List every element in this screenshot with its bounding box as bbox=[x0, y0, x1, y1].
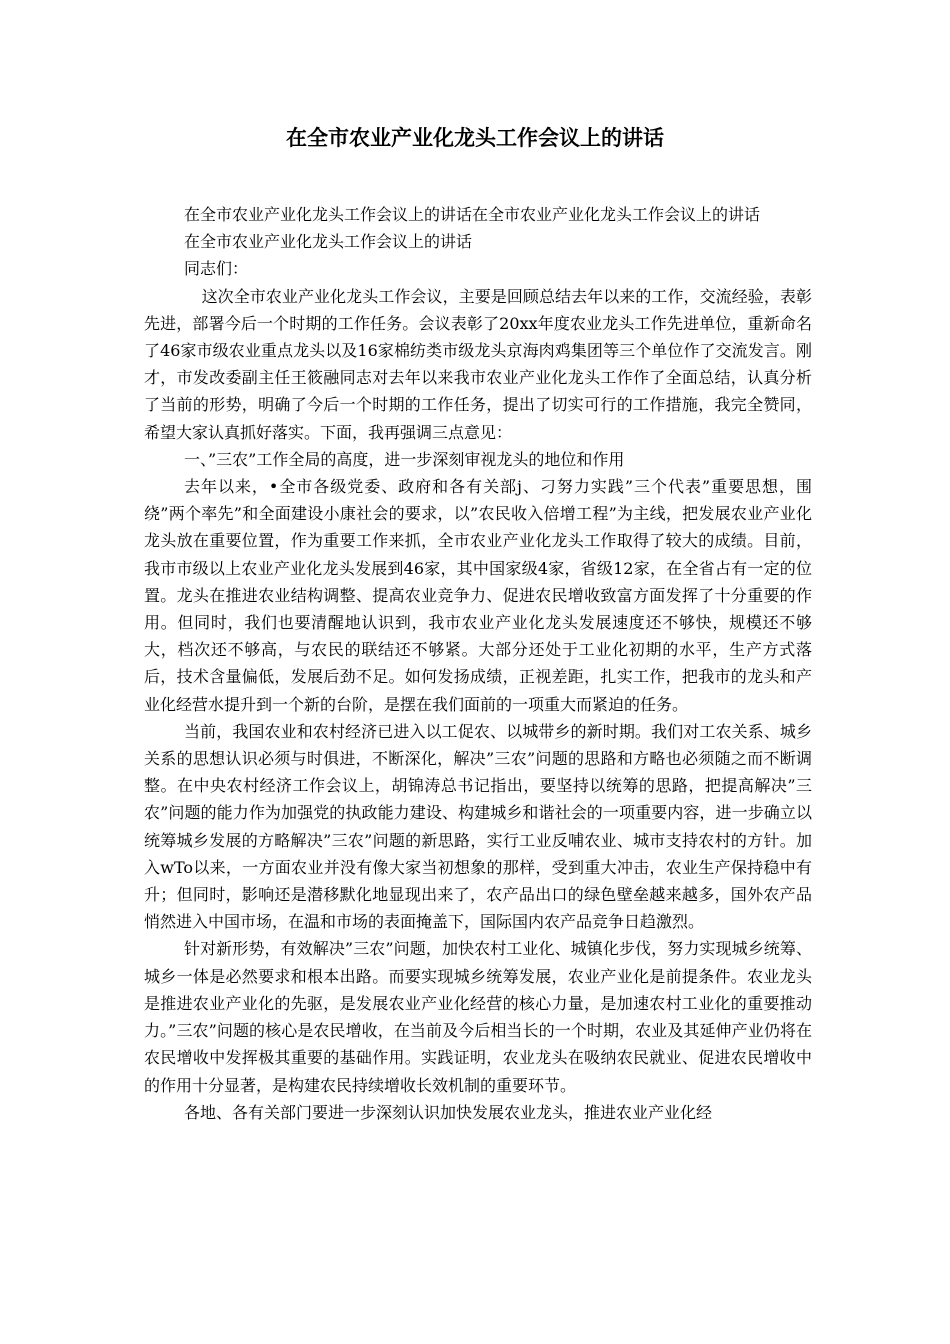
paragraph-body: 针对新形势，有效解决”三农”问题，加快农村工业化、城镇化步伐，努力实现城乡统筹、城乡一体是必然要求和根本出路。而要实现城乡统筹发展，农业产业化是前提条件。农业龙头是推进农业产业化的先驱，是发展农业产业化经营的核心力量，是加速农村工业化的重要推动力。”三农”问题的核心是农民增收，在当前及今后相当长的一个时期，农业及其延伸产业仍将在农民增收中发挥极其重要的基础作用。实践证明，农业龙头在吸纳农民就业、促进农民增收中的作用十分显著，是构建农民持续增收长效机制的重要环节。 bbox=[144, 939, 812, 1095]
paragraph-subtitle: 在全市农业产业化龙头工作会议上的讲话 bbox=[184, 232, 473, 252]
document-title: 在全市农业产业化龙头工作会议上的讲话 bbox=[286, 126, 664, 150]
paragraph-repeated-title: 在全市农业产业化龙头工作会议上的讲话在全市农业产业化龙头工作会议上的讲话 bbox=[184, 205, 761, 224]
paragraph-body: 各地、各有关部门要进一步深刻认识加快发展农业龙头，推进农业产业化经 bbox=[184, 1102, 713, 1122]
paragraph-body: 当前，我国农业和农村经济已进入以工促农、以城带乡的新时期。我们对工农关系、城乡关系的思想认识必须与时俱进，不断深化，解决”三农”问题的思路和方略也必须随之而不断调整。在中央农村经济工作会议上，胡锦涛总书记指出，要坚持以统筹的思路，把提高解决”三农”问题的能力作为加强党的执政能力建设、构建城乡和谐社会的一项重要内容，进一步确立以统筹城乡发展的方略解决”三农”问题的新思路，实行工业反哺农业、城市支持农村的方针。加入wTo以来，一方面农业并没有像大家当初想象的那样，受到重大冲击，农业生产保持稳中有升；但同时，影响还是潜移默化地显现出来了，农产品出口的绿色壁垒越来越多，国外农产品悄然进入中国市场，在温和市场的表面掩盖下，国际国内农产品竞争日趋激烈。 bbox=[144, 721, 812, 932]
paragraph-body: 去年以来，•全市各级党委、政府和各有关部j、刁努力实践”三个代表”重要思想，围绕”两个率先”和全面建设小康社会的要求，以”农民收入倍增工程”为主线，把发展农业产业化龙头放在重要位置，作为重要工作来抓，全市农业产业化龙头工作取得了较大的成绩。目前，我市市级以上农业产业化龙头发展到46家，其中国家级4家，省级12家，在全省占有一定的位置。龙头在推进农业结构调整、提高农业竞争力、促进农民增收致富方面发挥了十分重要的作用。但同时，我们也要清醒地认识到，我市农业产业化龙头发展速度还不够快，规模还不够大，档次还不够高，与农民的联结还不够紧。大部分还处于工业化初期的水平，生产方式落后，技术含量偏低，发展后劲不足。如何发扬成绩，正视差距，扎实工作，把我市的龙头和产业化经营水提升到一个新的台阶，是摆在我们面前的一项重大而紧迫的任务。 bbox=[144, 477, 812, 714]
document-body bbox=[144, 201, 812, 1126]
section-heading-1: 一、”三农”工作全局的高度，进一步深刻审视龙头的地位和作用 bbox=[184, 449, 625, 469]
paragraph-introduction: 这次全市农业产业化龙头工作会议，主要是回顾总结去年以来的工作，交流经验，表彰先进，部署今后一个时期的工作任务。会议表彰了20xx年度农业龙头工作先进单位，重新命名了46家市级农业重点龙头以及16家棉纺类市级龙头京海肉鸡集团等三个单位作了交流发言。刚才，市发改委副主任王筱融同志对去年以来我市农业产业化龙头工作作了全面总结，认真分析了当前的形势，明确了今后一个时期的工作任务，提出了切实可行的工作措施，我完全赞同，希望大家认真抓好落实。下面，我再强调三点意见： bbox=[144, 286, 812, 442]
paragraph-salutation: 同志们： bbox=[184, 259, 249, 279]
